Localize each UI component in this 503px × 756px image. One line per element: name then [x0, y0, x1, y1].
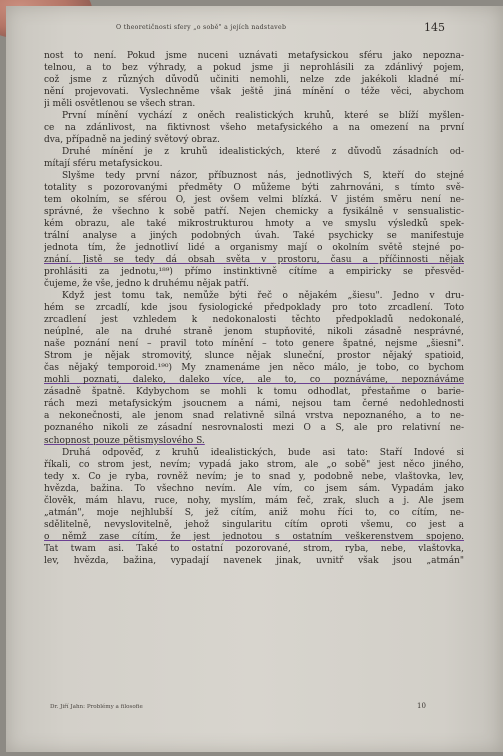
text-line: sdělitelně, nevyslovitelně, jehož singularitu cítím oproti všemu, co jest a — [44, 519, 464, 530]
text-line: prohlásiti za jednotu,¹⁸⁹) přímo instinktivně cítíme a empiricky se přesvěd- — [44, 267, 464, 278]
text-line: a nekonečnosti, ale jenom snad relativně silná vrstva nepoznaného, a to ne- — [44, 411, 464, 422]
text-line: tem okolním, se sférou O, jest ovšem velmi blízká. V jistém směru není ne- — [44, 195, 464, 206]
text-line: Když jest tomu tak, nemůže býti řeč o nějakém „šiesu". Jedno v dru- — [62, 291, 464, 302]
text-line: telnou, a to bez výhrady, a pokud jsme ji neprohlásili za zdánlivý pojem, — [44, 63, 464, 74]
text-line: mohli poznati, daleko, daleko více, ale to, co poznáváme, nepoznáváme — [44, 375, 464, 386]
text-line: totality s pozorovanými předměty O můžeme býti zahrnováni, s tímto svě- — [44, 183, 464, 194]
text-line: mítají sféru metafysickou. — [44, 159, 163, 170]
text-line: čujeme, že vše, jedno k druhému nějak patří. — [44, 279, 250, 290]
text-line: hvězda, bažina. To všechno nevím. Ale vím, co jsem sám. Vypadám jako — [44, 483, 464, 494]
footer-signature: Dr. Jiří Jahn: Problémy a filosofie — [50, 704, 143, 710]
text-line: říkali, co strom jest, nevím; vypadá jako strom, ale „o sobě" jest něco jiného, — [44, 459, 464, 470]
text-line: Druhé mínění je z kruhů idealistických, které z důvodů zásadních od- — [62, 147, 464, 158]
text-line: naše poznání není – pravil toto mínění – toto genere špatné, nejsme „šiesni". — [44, 339, 464, 350]
text-line: Tat twam asi. Také to ostatní pozorované, strom, ryba, nebe, vlaštovka, — [44, 543, 464, 554]
text-line: schopnost pouze pětismyslového S. — [44, 435, 205, 446]
page-number: 145 — [424, 21, 445, 34]
text-line: První mínění vychází z oněch realistických kruhů, které se blíží myšlen- — [62, 111, 464, 122]
text-line: jednota tím, že jednotliví lidé a organismy mají o okolním světě stejné po- — [44, 243, 464, 254]
text-line: hém se zrcadlí, kde jsou fysiologické předpoklady pro toto zrcadlení. Toto — [44, 303, 464, 314]
text-line: tedy x. Co je ryba, rovněž nevím; je to snad y, podobně nebe, vlaštovka, lev, — [44, 471, 464, 482]
text-line: neúplné, ale na druhé straně jenom stupňovité, nikoli zásadně nesprávné, — [44, 327, 464, 338]
body-text — [44, 50, 464, 567]
text-line: „atmán", moje nejhlubší S, jež cítím, aniž mohu říci to, co cítím, ne- — [44, 507, 464, 518]
text-line: Strom je nějak stromovitý, slunce nějak sluneční, prostor nějaký spatioid, — [44, 351, 464, 362]
text-line: nění projevovati. Vyslechněme však ještě jiná mínění o téže věci, abychom — [44, 87, 464, 98]
text-line: kém obrazu, ale také mikrostrukturou hmoty a ve smyslu výsledků spek- — [44, 219, 464, 230]
text-line: o němž zase cítím, že jest jednotou s ostatním veškerenstvem spojeno. — [44, 531, 464, 542]
text-line: správné, že všechno k sobě patří. Nejen chemicky a fysikálně v sensualistic- — [44, 207, 464, 218]
running-head: O theoretičnosti sfery „o sobě" a jejích nadstaveb — [116, 24, 287, 31]
book-page — [6, 6, 503, 752]
text-line: znání. Jistě se tedy dá obsah světa v prostoru, času a příčinnosti nějak — [44, 255, 464, 266]
text-line: čas nějaký temporoid.¹⁹⁰) My znamenáme jen něco málo, je tobo, co bychom — [44, 363, 464, 374]
text-line: zásadně špatně. Kdybychom se mohli k tomu odhodlat, přestaňme o barie- — [44, 387, 464, 398]
text-line: ji měli osvětlenou se všech stran. — [44, 99, 196, 110]
text-line: rách mezi metafysickým jsoucnem a námi, nejsou tam černé nedohlednosti — [44, 399, 464, 410]
text-line: lev, hvězda, bažina, vypadají navenek jinak, uvnitř však jsou „atmán" — [44, 555, 464, 566]
text-line: zrcadlení jest vzhledem k nedokonalosti těchto předpokladů nedokonalé, — [44, 315, 464, 326]
text-line: Druhá odpověď, z kruhů idealistických, bude asi tato: Staří Indové si — [62, 447, 464, 458]
text-line: trální analyse a jiných podobných úvah. Také psychicky se manifestuje — [44, 231, 464, 242]
text-line: dva, případně na jediný světový obraz. — [44, 135, 220, 146]
text-line: nost to není. Pokud jsme nuceni uznávati metafysickou sféru jako nepozna- — [44, 51, 464, 61]
text-line: poznaného nikoli ze zásadní nesrovnalosti mezi O a S, ale pro relativní ne- — [44, 423, 464, 434]
text-line: což jsme z různých důvodů učiniti nemohli, nelze zde jakékoli kladné mí- — [44, 75, 464, 86]
text-line: Slyšme tedy první názor, příbuznost nás, jednotlivých S, kteří do stejné — [62, 171, 464, 182]
footer-sheet-number: 10 — [417, 702, 426, 710]
text-line: člověk, mám hlavu, ruce, nohy, myslím, mám feč, zrak, sluch a j. Ale jsem — [44, 495, 464, 506]
text-line: ce na zdánlivost, na fiktivnost všeho metafysického a na omezení na první — [44, 123, 464, 134]
